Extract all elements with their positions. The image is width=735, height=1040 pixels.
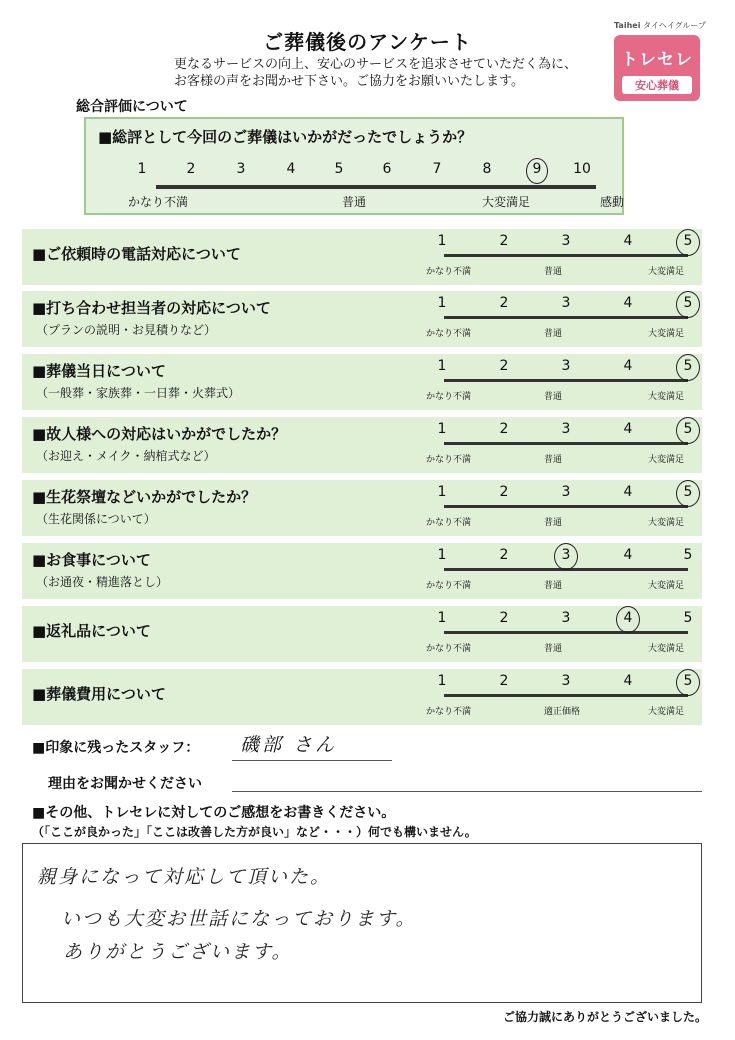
brand-badge [614, 35, 700, 101]
rating-scale-label: かなり不満 [426, 455, 472, 465]
rating-option-4[interactable]: 4 [623, 421, 633, 437]
selected-rating-circle [676, 669, 700, 696]
overall-score-5[interactable]: 5 [334, 161, 344, 177]
question-text: ■お食事について [32, 551, 151, 569]
rating-option-3[interactable]: 3 [561, 358, 571, 374]
rating-option-1[interactable]: 1 [437, 673, 447, 689]
question-subtext: （プランの説明・お見積りなど） [36, 323, 217, 337]
rating-scale-label: かなり不満 [426, 267, 472, 277]
rating-option-2[interactable]: 2 [499, 673, 509, 689]
rating-scale-label: 大変満足 [648, 267, 685, 277]
question-row [22, 417, 702, 473]
rating-option-5[interactable]: 5 [683, 421, 693, 437]
rating-scale-label: 大変満足 [648, 707, 685, 717]
rating-option-2[interactable]: 2 [499, 547, 509, 563]
overall-score-8[interactable]: 8 [482, 161, 492, 177]
intro-text [174, 56, 614, 90]
rating-option-4[interactable]: 4 [623, 673, 633, 689]
comment-line-2: いつも大変お世話になっております。 [61, 908, 417, 930]
company-logo [614, 20, 712, 31]
question-text: ■ご依頼時の電話対応について [32, 245, 241, 263]
rating-scale-label: 大変満足 [648, 644, 685, 654]
rating-scale-line [444, 379, 688, 382]
overall-score-4[interactable]: 4 [286, 161, 296, 177]
rating-scale [426, 354, 702, 410]
rating-option-3[interactable]: 3 [561, 484, 571, 500]
staff-label: ■印象に残ったスタッフ： [32, 740, 200, 756]
selected-rating-circle [554, 543, 578, 570]
selected-score-circle [526, 158, 548, 184]
question-row [22, 480, 702, 536]
rating-option-5[interactable]: 5 [683, 358, 693, 374]
selected-rating-circle [676, 480, 700, 507]
rating-scale-label: 大変満足 [648, 392, 685, 402]
rating-option-1[interactable]: 1 [437, 484, 447, 500]
rating-option-2[interactable]: 2 [499, 484, 509, 500]
reason-input-line[interactable] [232, 791, 702, 792]
rating-scale [426, 669, 702, 725]
rating-option-3[interactable]: 3 [561, 610, 571, 626]
rating-scale-label: かなり不満 [426, 581, 472, 591]
rating-scale [426, 480, 702, 536]
rating-option-1[interactable]: 1 [437, 233, 447, 249]
selected-rating-circle [616, 606, 640, 633]
rating-scale-label: 大変満足 [648, 518, 685, 528]
rating-option-4[interactable]: 4 [623, 233, 633, 249]
question-row [22, 291, 702, 347]
overall-score-7[interactable]: 7 [432, 161, 442, 177]
rating-scale-label: かなり不満 [426, 644, 472, 654]
comment-line-3: ありがとうございます。 [63, 941, 293, 963]
question-subtext: （一般葬・家族葬・一日葬・火葬式） [36, 386, 241, 400]
overall-scale-label: 感動 [600, 195, 625, 209]
company-name: Taihei [614, 21, 641, 30]
rating-scale-label: 大変満足 [648, 329, 685, 339]
page-title: ご葬儀後のアンケート [263, 30, 472, 54]
rating-option-3[interactable]: 3 [561, 547, 571, 563]
rating-scale-line [444, 631, 688, 634]
rating-option-3[interactable]: 3 [561, 295, 571, 311]
rating-option-1[interactable]: 1 [437, 295, 447, 311]
rating-option-3[interactable]: 3 [561, 673, 571, 689]
rating-option-4[interactable]: 4 [623, 295, 633, 311]
question-text: ■返礼品について [32, 622, 151, 640]
question-text: ■葬儀当日について [32, 362, 166, 380]
rating-option-2[interactable]: 2 [499, 421, 509, 437]
rating-scale-label: 大変満足 [648, 581, 685, 591]
rating-option-4[interactable]: 4 [623, 484, 633, 500]
overall-score-6[interactable]: 6 [382, 161, 392, 177]
question-row [22, 669, 702, 725]
rating-scale-label: 普通 [544, 581, 563, 591]
overall-section-label: 総合評価について [76, 99, 188, 115]
selected-rating-circle [676, 354, 700, 381]
rating-scale-label: 普通 [544, 267, 563, 277]
question-row [22, 543, 702, 599]
overall-score-1[interactable]: 1 [137, 161, 147, 177]
rating-scale-label: 大変満足 [648, 455, 685, 465]
rating-option-3[interactable]: 3 [561, 421, 571, 437]
rating-scale-label: 普通 [544, 392, 563, 402]
rating-option-5[interactable]: 5 [683, 547, 693, 563]
rating-option-2[interactable]: 2 [499, 233, 509, 249]
rating-option-5[interactable]: 5 [683, 673, 693, 689]
question-text: ■葬儀費用について [32, 685, 166, 703]
brand-logo [614, 20, 712, 101]
selected-rating-circle [676, 291, 700, 318]
rating-option-1[interactable]: 1 [437, 610, 447, 626]
rating-scale-label: 普通 [544, 329, 563, 339]
rating-scale-label: かなり不満 [426, 392, 472, 402]
reason-label: 理由をお聞かせください [48, 776, 202, 792]
rating-scale-line [444, 694, 688, 697]
question-row [22, 354, 702, 410]
rating-option-4[interactable]: 4 [623, 358, 633, 374]
rating-option-5[interactable]: 5 [683, 610, 693, 626]
rating-scale-label: かなり不満 [426, 329, 472, 339]
question-row [22, 606, 702, 662]
question-row [22, 229, 702, 285]
rating-scale-line [444, 254, 688, 257]
overall-scale-line [156, 185, 596, 189]
rating-option-1[interactable]: 1 [437, 421, 447, 437]
rating-option-2[interactable]: 2 [499, 358, 509, 374]
staff-answer[interactable]: 磯部 さん [240, 734, 338, 756]
brand-name: トレセレ [621, 50, 693, 70]
rating-option-4[interactable]: 4 [623, 610, 633, 626]
comment-line-1: 親身になって対応して頂いた。 [37, 866, 332, 888]
comment-box[interactable] [22, 843, 702, 1003]
company-group: タイヘイグループ [642, 21, 707, 30]
rating-option-3[interactable]: 3 [561, 233, 571, 249]
overall-rating-box [84, 117, 624, 215]
overall-score-10[interactable]: 10 [573, 161, 591, 177]
question-text: ■故人様への対応はいかがでしたか？ [32, 425, 287, 443]
rating-scale-label: かなり不満 [426, 518, 472, 528]
rating-scale-line [444, 442, 688, 445]
rating-scale [426, 229, 702, 285]
rating-scale [426, 543, 702, 599]
thanks-message: ご協力誠にありがとうございました。 [502, 1010, 707, 1024]
overall-score-9[interactable]: 9 [532, 161, 542, 177]
rating-scale [426, 291, 702, 347]
overall-scale-label: かなり不満 [128, 195, 189, 209]
other-comments-label: ■その他、トレセレに対してのご感想をお書きください。 [32, 805, 396, 821]
rating-scale [426, 417, 702, 473]
rating-option-1[interactable]: 1 [437, 358, 447, 374]
question-subtext: （生花関係について） [36, 512, 156, 526]
rating-option-4[interactable]: 4 [623, 547, 633, 563]
rating-scale-label: かなり不満 [426, 707, 472, 717]
rating-option-2[interactable]: 2 [499, 610, 509, 626]
rating-option-2[interactable]: 2 [499, 295, 509, 311]
selected-rating-circle [676, 229, 700, 256]
rating-scale-label: 普通 [544, 644, 563, 654]
intro-line-1: 更なるサービスの向上、安心のサービスを追求させていただく為に、 [174, 57, 578, 72]
intro-line-2: お客様の声をお聞かせ下さい。ご協力をお願いいたします。 [174, 74, 524, 89]
overall-scale-label: 大変満足 [482, 195, 531, 209]
overall-scale-label: 普通 [342, 195, 367, 209]
rating-scale-label: 普通 [544, 518, 563, 528]
other-comments-note: （「ここが良かった」「ここは改善した方が良い」など・・・）何でも構いません。 [32, 825, 477, 839]
rating-scale-label: 適正価格 [544, 707, 581, 717]
question-text: ■打ち合わせ担当者の対応について [32, 299, 271, 317]
staff-underline [232, 760, 392, 761]
overall-score-2[interactable]: 2 [186, 161, 196, 177]
rating-scale [426, 606, 702, 662]
rating-option-1[interactable]: 1 [437, 547, 447, 563]
rating-scale-label: 普通 [544, 455, 563, 465]
brand-tagline: 安心葬儀 [622, 76, 692, 94]
rating-option-5[interactable]: 5 [683, 484, 693, 500]
rating-option-5[interactable]: 5 [683, 233, 693, 249]
selected-rating-circle [676, 417, 700, 444]
question-text: ■生花祭壇などいかがでしたか？ [32, 488, 257, 506]
overall-question: ■総評として今回のご葬儀はいかがだったでしょうか？ [98, 128, 473, 146]
rating-scale-line [444, 505, 688, 508]
rating-scale-line [444, 316, 688, 319]
question-subtext: （お通夜・精進落とし） [36, 575, 169, 589]
question-subtext: （お迎え・メイク・納棺式など） [36, 449, 216, 463]
overall-score-3[interactable]: 3 [236, 161, 246, 177]
rating-option-5[interactable]: 5 [683, 295, 693, 311]
